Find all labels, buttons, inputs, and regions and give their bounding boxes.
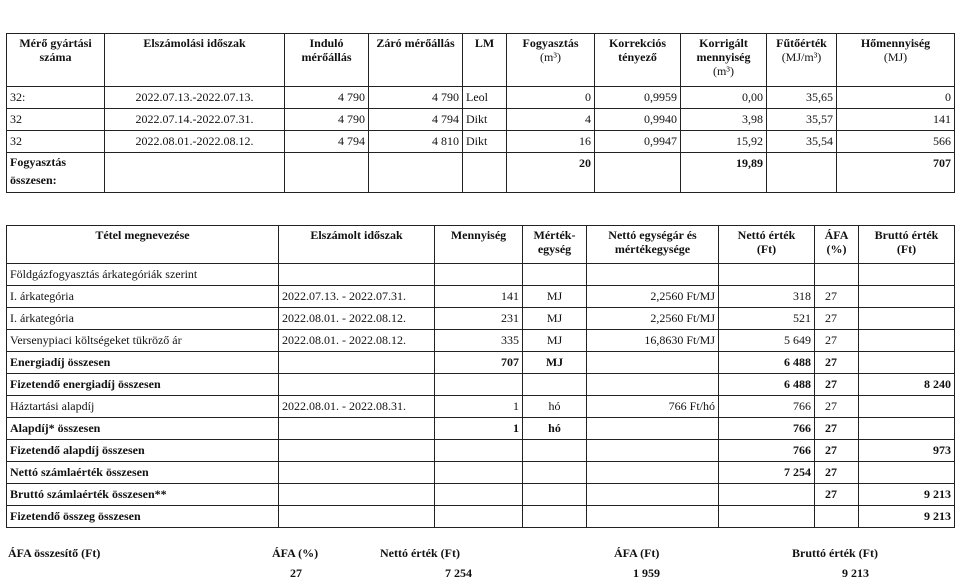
cell-start: 4 790 <box>285 87 369 109</box>
cell-gross-value: 9 213 <box>859 506 955 528</box>
header-heat-value: Fűtőérték (MJ/m³) <box>767 34 837 87</box>
cell-billed-period <box>279 440 435 462</box>
cell-net-value: 521 <box>719 308 815 330</box>
invoice-items-table <box>6 225 955 528</box>
cell-net-value <box>719 506 815 528</box>
cell-lm: Dikt <box>463 109 507 131</box>
cell-billed-period <box>279 352 435 374</box>
cell-period: 2022.08.01.-2022.08.12. <box>105 131 285 153</box>
cell-unit-price: 2,2560 Ft/MJ <box>587 308 719 330</box>
cell-unit <box>523 264 587 286</box>
vat-summary-label: ÁFA összesítő (Ft) <box>8 546 101 560</box>
vat-pct-header: ÁFA (%) <box>272 546 319 560</box>
cell-unit-price: 16,8630 Ft/MJ <box>587 330 719 352</box>
cell-vat: 27 <box>815 418 859 440</box>
cell-end: 4 794 <box>369 109 463 131</box>
vat-summary <box>0 546 960 584</box>
cell-quantity: 141 <box>435 286 523 308</box>
cell-unit <box>523 440 587 462</box>
cell-net-value: 6 488 <box>719 374 815 396</box>
cell-unit-price <box>587 352 719 374</box>
header-lm: LM <box>463 34 507 87</box>
cell-net-value: 318 <box>719 286 815 308</box>
table-row <box>7 484 955 506</box>
total-label: Fogyasztás összesen: <box>7 153 105 193</box>
cell-net-value <box>719 484 815 506</box>
cell-vat: 27 <box>815 396 859 418</box>
cell-unit-price <box>587 374 719 396</box>
cell-billed-period <box>279 506 435 528</box>
cell-quantity: 1 <box>435 396 523 418</box>
table-row <box>7 286 955 308</box>
cell-item-name: Fizetendő energiadíj összesen <box>7 374 279 396</box>
vat-pct-value: 27 <box>290 566 302 580</box>
cell-gross-value <box>859 286 955 308</box>
cell-item-name: Versenypiaci költségeket tükröző ár <box>7 330 279 352</box>
cell-serial: 32 <box>7 131 105 153</box>
header-heat-quantity: Hőmennyiség (MJ) <box>837 34 955 87</box>
cell-billed-period <box>279 462 435 484</box>
cell-gross-value <box>859 264 955 286</box>
cell-unit: hó <box>523 418 587 440</box>
cell-heat-qty: 0 <box>837 87 955 109</box>
table-row <box>7 352 955 374</box>
cell-net-value: 5 649 <box>719 330 815 352</box>
header-serial: Mérő gyártási száma <box>7 34 105 87</box>
cell-quantity: 707 <box>435 352 523 374</box>
header-unit-price: Nettó egységár és mértékegysége <box>587 226 719 264</box>
table-row <box>7 308 955 330</box>
cell-quantity <box>435 374 523 396</box>
cell-item-name: Fizetendő összeg összesen <box>7 506 279 528</box>
cell-unit: MJ <box>523 308 587 330</box>
cell-lm: Dikt <box>463 131 507 153</box>
cell-unit-price: 766 Ft/hó <box>587 396 719 418</box>
header-start-reading: Induló mérőállás <box>285 34 369 87</box>
cell-gross-value <box>859 462 955 484</box>
cell-start: 4 790 <box>285 109 369 131</box>
cell-unit-price: 2,2560 Ft/MJ <box>587 286 719 308</box>
header-correction: Korrekciós tényező <box>595 34 681 87</box>
table-row <box>7 87 955 109</box>
cell-gross-value: 8 240 <box>859 374 955 396</box>
cell-heat-qty: 141 <box>837 109 955 131</box>
table-row <box>7 374 955 396</box>
header-consumption: Fogyasztás (m³) <box>507 34 595 87</box>
header-net-value: Nettó érték (Ft) <box>719 226 815 264</box>
cell-serial: 32 <box>7 109 105 131</box>
cell-item-name: I. árkategória <box>7 308 279 330</box>
table-row <box>7 396 955 418</box>
meter-reading-table <box>6 33 955 193</box>
cell-billed-period: 2022.08.01. - 2022.08.12. <box>279 330 435 352</box>
cell-quantity <box>435 264 523 286</box>
cell-heat: 35,57 <box>767 109 837 131</box>
cell-net-value: 7 254 <box>719 462 815 484</box>
cell-item-name: Bruttó számlaérték összesen** <box>7 484 279 506</box>
cell-corrected: 15,92 <box>681 131 767 153</box>
table-row <box>7 109 955 131</box>
header-end-reading: Záró mérőállás <box>369 34 463 87</box>
cell-heat-qty: 566 <box>837 131 955 153</box>
cell-unit-price <box>587 506 719 528</box>
cell-corrected: 3,98 <box>681 109 767 131</box>
cell-period: 2022.07.14.-2022.07.31. <box>105 109 285 131</box>
net-header: Nettó érték (Ft) <box>380 546 460 560</box>
cell-vat: 27 <box>815 330 859 352</box>
cell-unit-price <box>587 418 719 440</box>
vat-amount-header: ÁFA (Ft) <box>614 546 660 560</box>
cell-consumption: 4 <box>507 109 595 131</box>
table-row <box>7 440 955 462</box>
cell-gross-value <box>859 396 955 418</box>
cell-net-value: 766 <box>719 440 815 462</box>
cell-billed-period <box>279 374 435 396</box>
cell-quantity: 1 <box>435 418 523 440</box>
table-row <box>7 330 955 352</box>
cell-heat: 35,65 <box>767 87 837 109</box>
cell-period: 2022.07.13.-2022.07.13. <box>105 87 285 109</box>
cell-unit-price <box>587 440 719 462</box>
cell-item-name: Földgázfogyasztás árkategóriák szerint <box>7 264 279 286</box>
cell-vat <box>815 506 859 528</box>
cell-end: 4 790 <box>369 87 463 109</box>
cell-consumption: 0 <box>507 87 595 109</box>
cell-item-name: Energiadíj összesen <box>7 352 279 374</box>
cell-unit <box>523 506 587 528</box>
cell-unit: MJ <box>523 330 587 352</box>
cell-gross-value <box>859 330 955 352</box>
header-unit: Mérték-egység <box>523 226 587 264</box>
cell-unit: MJ <box>523 352 587 374</box>
cell-item-name: Háztartási alapdíj <box>7 396 279 418</box>
cell-correction: 0,9940 <box>595 109 681 131</box>
cell-vat: 27 <box>815 462 859 484</box>
net-value: 7 254 <box>445 566 472 580</box>
cell-heat: 35,54 <box>767 131 837 153</box>
cell-corrected: 0,00 <box>681 87 767 109</box>
cell-vat: 27 <box>815 352 859 374</box>
header-gross-value: Bruttó érték (Ft) <box>859 226 955 264</box>
cell-quantity <box>435 484 523 506</box>
cell-vat <box>815 264 859 286</box>
cell-item-name: I. árkategória <box>7 286 279 308</box>
cell-item-name: Nettó számlaérték összesen <box>7 462 279 484</box>
cell-quantity: 231 <box>435 308 523 330</box>
cell-end: 4 810 <box>369 131 463 153</box>
cell-quantity: 335 <box>435 330 523 352</box>
table-row <box>7 462 955 484</box>
gross-value: 9 213 <box>842 566 869 580</box>
header-corrected: Korrigált mennyiség (m³) <box>681 34 767 87</box>
total-row <box>7 153 955 193</box>
table-row <box>7 131 955 153</box>
header-quantity: Mennyiség <box>435 226 523 264</box>
cell-item-name: Alapdíj* összesen <box>7 418 279 440</box>
cell-gross-value <box>859 418 955 440</box>
cell-lm: Leol <box>463 87 507 109</box>
header-item-name: Tétel megnevezése <box>7 226 279 264</box>
header-period: Elszámolási időszak <box>105 34 285 87</box>
cell-unit: MJ <box>523 286 587 308</box>
cell-billed-period: 2022.07.13. - 2022.07.31. <box>279 286 435 308</box>
table-row <box>7 418 955 440</box>
gross-header: Bruttó érték (Ft) <box>792 546 878 560</box>
cell-correction: 0,9959 <box>595 87 681 109</box>
cell-unit-price <box>587 462 719 484</box>
cell-gross-value: 973 <box>859 440 955 462</box>
cell-billed-period: 2022.08.01. - 2022.08.31. <box>279 396 435 418</box>
cell-quantity <box>435 440 523 462</box>
cell-unit <box>523 374 587 396</box>
cell-gross-value <box>859 352 955 374</box>
cell-consumption: 16 <box>507 131 595 153</box>
cell-vat: 27 <box>815 286 859 308</box>
cell-gross-value: 9 213 <box>859 484 955 506</box>
cell-net-value: 766 <box>719 418 815 440</box>
cell-unit <box>523 462 587 484</box>
cell-quantity <box>435 506 523 528</box>
total-consumption: 20 <box>507 153 595 193</box>
cell-quantity <box>435 462 523 484</box>
cell-billed-period: 2022.08.01. - 2022.08.12. <box>279 308 435 330</box>
cell-correction: 0,9947 <box>595 131 681 153</box>
cell-item-name: Fizetendő alapdíj összesen <box>7 440 279 462</box>
cell-billed-period <box>279 484 435 506</box>
cell-unit: hó <box>523 396 587 418</box>
vat-amount-value: 1 959 <box>633 566 660 580</box>
total-heat-qty: 707 <box>837 153 955 193</box>
cell-billed-period <box>279 264 435 286</box>
cell-gross-value <box>859 308 955 330</box>
table-row <box>7 506 955 528</box>
table-row <box>7 264 955 286</box>
cell-billed-period <box>279 418 435 440</box>
cell-vat: 27 <box>815 440 859 462</box>
cell-unit-price <box>587 264 719 286</box>
cell-net-value: 766 <box>719 396 815 418</box>
cell-serial: 32: <box>7 87 105 109</box>
cell-start: 4 794 <box>285 131 369 153</box>
cell-unit <box>523 484 587 506</box>
header-vat: ÁFA (%) <box>815 226 859 264</box>
cell-vat: 27 <box>815 374 859 396</box>
total-corrected: 19,89 <box>681 153 767 193</box>
cell-vat: 27 <box>815 308 859 330</box>
cell-net-value: 6 488 <box>719 352 815 374</box>
cell-vat: 27 <box>815 484 859 506</box>
cell-unit-price <box>587 484 719 506</box>
cell-net-value <box>719 264 815 286</box>
header-billed-period: Elszámolt időszak <box>279 226 435 264</box>
